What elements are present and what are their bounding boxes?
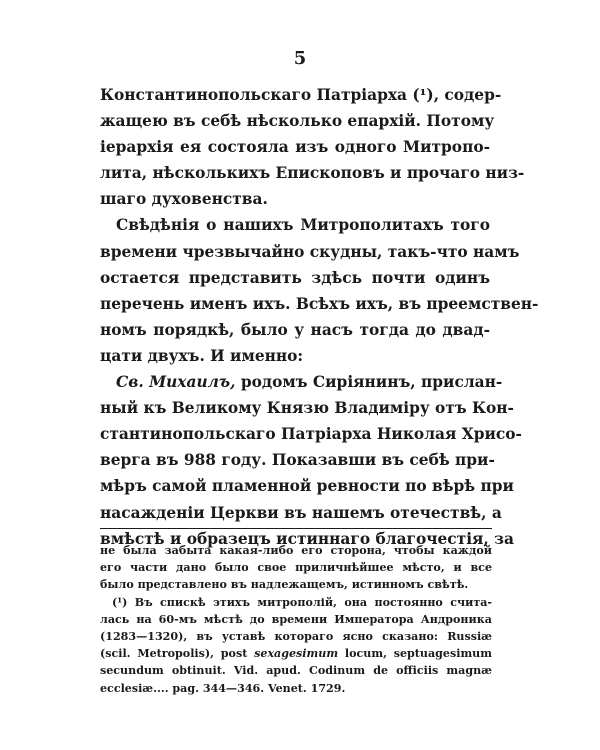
text-line: стантинопольскаго Патріарха Николая Хрисо-	[100, 425, 522, 444]
text-line: шаго духовенства.	[100, 190, 268, 209]
text-line: іерархія ея состояла изъ одного Митропо-	[100, 138, 490, 157]
text-fragment: родомъ Сиріянинъ, прислан-	[240, 373, 503, 392]
footnote-line: (1283—1320), въ уставѣ котораго ясно сказано: Russiæ	[100, 630, 492, 644]
text-line: вмѣстѣ и образецъ истиннаго благочестія, за	[100, 529, 514, 548]
text-line: остается представить здѣсь почти одинъ	[100, 268, 490, 287]
text-line: лита, нѣсколькихъ Епископовъ и прочаго низ-	[100, 164, 525, 183]
page-number: 5	[293, 48, 307, 69]
text-fragment: (scil. Metropolis), post	[100, 647, 248, 661]
footnote-line	[100, 645, 492, 662]
footnotes	[100, 542, 492, 697]
text-line: номъ порядкѣ, было у насъ тогда до двад-	[100, 320, 490, 339]
footnote-line: было представлено въ надлежащемъ, истинномъ свѣтѣ.	[100, 578, 469, 592]
text-line: Константинопольскаго Патріарха (¹), содер-	[100, 86, 502, 104]
footnote-line: его части дано было свое приличнѣйшее мѣсто, и все	[100, 561, 492, 575]
text-line: ный къ Великому Князю Владиміру отъ Кон-	[100, 399, 514, 418]
footnote-line: (¹) Въ спискѣ этихъ митрополій, она постоянно счита-	[112, 595, 492, 609]
saint-name: Св. Михаилъ,	[116, 373, 236, 392]
text-fragment: locum, septuagesimum	[344, 647, 492, 661]
footnote-line: ecclesiæ.... pag. 344—346. Venet. 1729.	[100, 681, 346, 695]
text-line: перечень именъ ихъ. Всѣхъ ихъ, въ преемствен-	[100, 294, 539, 313]
sexagesimum-word: sexagesimum	[254, 647, 339, 661]
footnote-line: лась на 60-мъ мѣстѣ до времени Императора Андроника	[100, 612, 492, 626]
footnote-separator	[100, 528, 492, 529]
main-text	[100, 82, 539, 552]
text-line: времени чрезвычайно скудны, такъ-что намъ	[100, 242, 520, 261]
text-line	[100, 369, 503, 395]
text-line: насажденіи Церкви въ нашемъ отечествѣ, а	[100, 503, 502, 522]
text-line: мѣръ самой пламенной ревности по вѣрѣ при	[100, 477, 514, 496]
text-line: жащею въ себѣ нѣсколько епархій. Потому	[100, 112, 495, 131]
footnote-line: secundum obtinuit. Vid. apud. Codinum de officiis magnæ	[100, 664, 492, 678]
text-line: цати двухъ. И именно:	[100, 346, 304, 365]
text-line: верга въ 988 году. Показавши въ себѣ при-	[100, 451, 495, 470]
footnote-line: не была забыта какая-либо его сторона, чтобы каждой	[100, 544, 492, 557]
text-line: Свѣдѣнія о нашихъ Митрополитахъ того	[116, 216, 490, 235]
